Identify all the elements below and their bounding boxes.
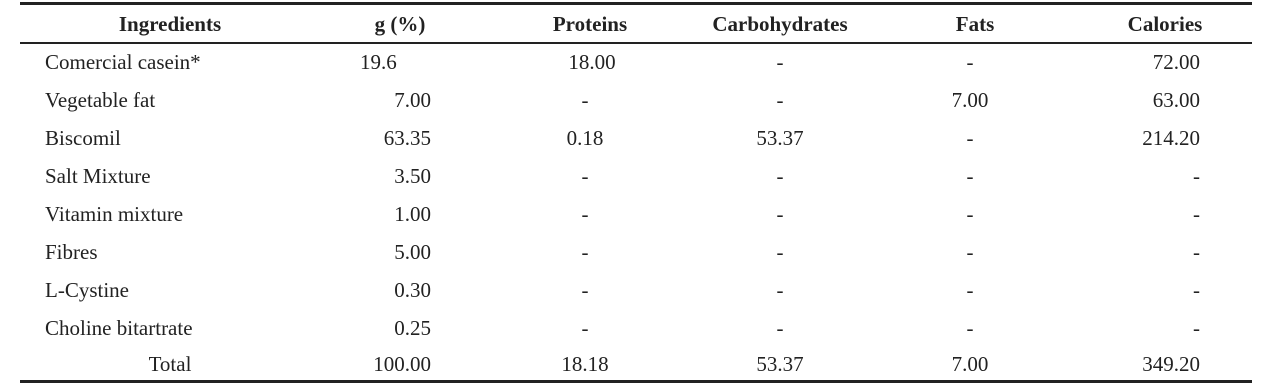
cell-fats: - [966, 202, 974, 226]
total-fats: 7.00 [951, 352, 989, 376]
cell-fats: 7.00 [951, 88, 989, 112]
header-calories: Calories [1127, 12, 1203, 36]
cell-carbohydrates: - [776, 50, 784, 74]
cell-g: 0.25 [394, 316, 431, 340]
header-rule [20, 42, 1252, 44]
cell-carbohydrates: 53.37 [756, 126, 804, 150]
cell-proteins: - [581, 202, 589, 226]
cell-ingredient: Biscomil [45, 126, 121, 150]
cell-g: 3.50 [394, 164, 431, 188]
cell-g: 63.35 [383, 126, 431, 150]
top-rule [20, 2, 1252, 5]
cell-carbohydrates: - [776, 88, 784, 112]
total-carbohydrates: 53.37 [756, 352, 804, 376]
cell-fats: - [966, 50, 974, 74]
cell-proteins: - [581, 240, 589, 264]
header-fats: Fats [955, 12, 995, 36]
cell-g: 0.30 [394, 278, 431, 302]
cell-fats: - [966, 164, 974, 188]
cell-carbohydrates: - [776, 202, 784, 226]
cell-ingredient: Choline bitartrate [45, 316, 193, 340]
total-calories: 349.20 [1142, 352, 1200, 376]
total-ingredient: Total [148, 352, 192, 376]
header-ingredients: Ingredients [118, 12, 222, 36]
cell-fats: - [966, 316, 974, 340]
cell-proteins: - [581, 164, 589, 188]
cell-carbohydrates: - [776, 278, 784, 302]
cell-ingredient: Vitamin mixture [45, 202, 184, 226]
total-proteins: 18.18 [561, 352, 609, 376]
header-g-percent: g (%) [374, 12, 426, 36]
cell-g: 19.6 [360, 50, 397, 74]
cell-carbohydrates: - [776, 164, 784, 188]
cell-calories: - [1193, 316, 1200, 340]
cell-calories: - [1193, 202, 1200, 226]
cell-proteins: - [581, 316, 589, 340]
cell-g: 7.00 [394, 88, 431, 112]
cell-ingredient: L-Cystine [45, 278, 129, 302]
cell-fats: - [966, 278, 974, 302]
nutrition-table [20, 0, 1252, 384]
cell-calories: - [1193, 240, 1200, 264]
cell-ingredient: Salt Mixture [45, 164, 151, 188]
cell-carbohydrates: - [776, 240, 784, 264]
cell-carbohydrates: - [776, 316, 784, 340]
cell-calories: 63.00 [1152, 88, 1200, 112]
cell-proteins: - [581, 278, 589, 302]
cell-proteins: 0.18 [566, 126, 604, 150]
cell-g: 1.00 [394, 202, 431, 226]
cell-proteins: - [581, 88, 589, 112]
cell-ingredient: Comercial casein* [45, 50, 201, 74]
cell-calories: 214.20 [1142, 126, 1200, 150]
header-proteins: Proteins [552, 12, 628, 36]
cell-g: 5.00 [394, 240, 431, 264]
cell-calories: 72.00 [1152, 50, 1200, 74]
cell-calories: - [1193, 278, 1200, 302]
cell-ingredient: Vegetable fat [45, 88, 156, 112]
total-g: 100.00 [373, 352, 431, 376]
cell-ingredient: Fibres [45, 240, 98, 264]
cell-fats: - [966, 126, 974, 150]
cell-proteins: 18.00 [568, 50, 616, 74]
cell-fats: - [966, 240, 974, 264]
header-carbohydrates: Carbohydrates [712, 12, 848, 36]
cell-calories: - [1193, 164, 1200, 188]
